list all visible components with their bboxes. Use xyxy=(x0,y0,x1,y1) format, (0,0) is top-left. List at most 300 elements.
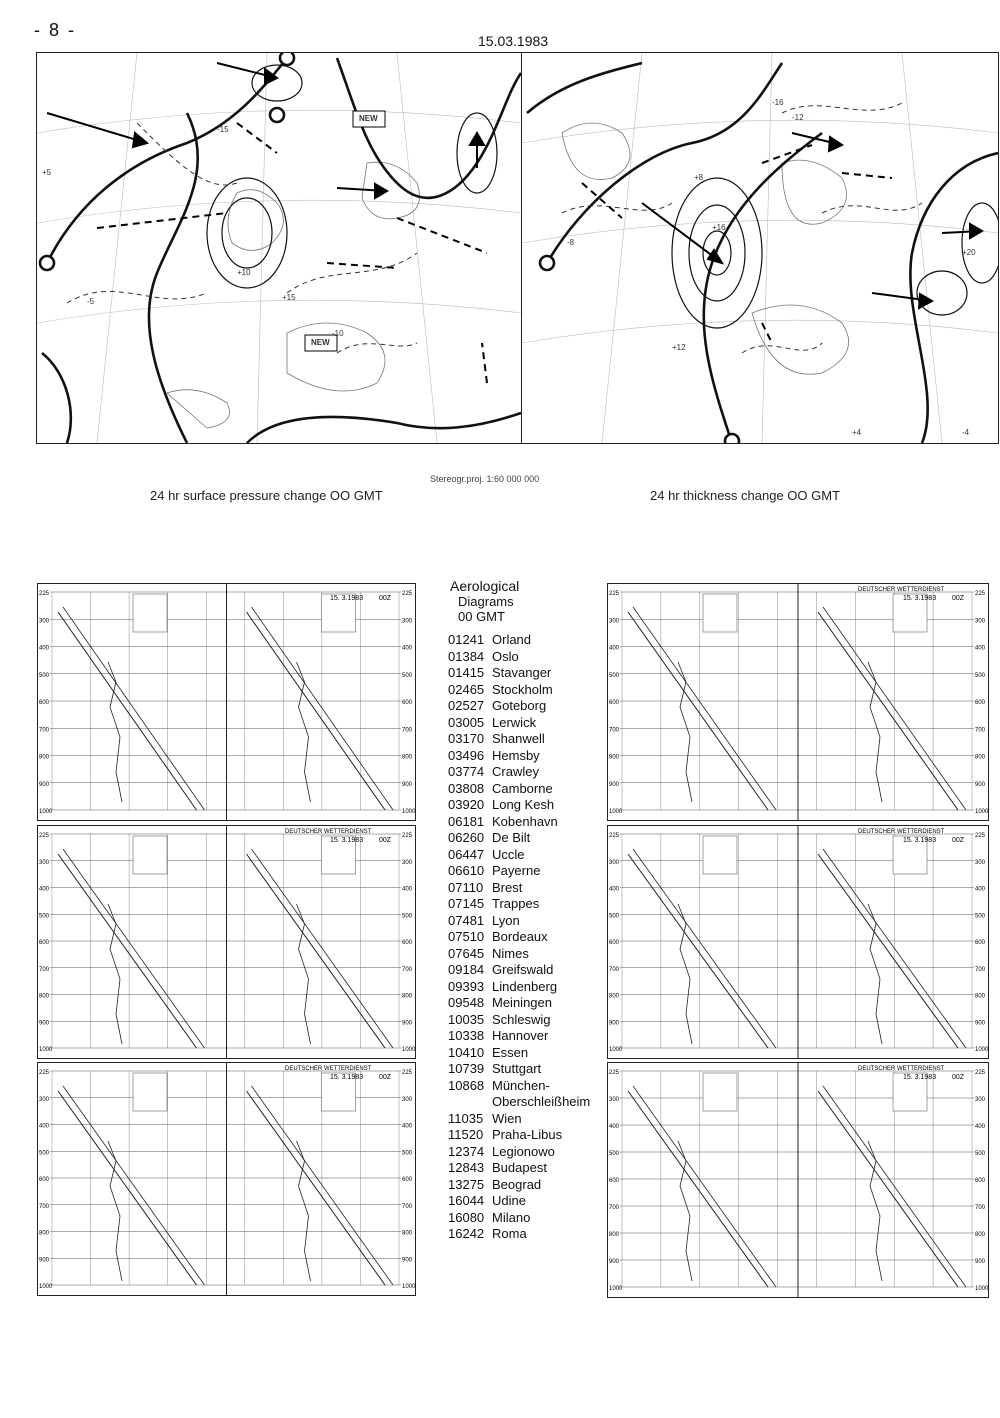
station-code: 10868 xyxy=(448,1077,485,1093)
station-code: 06260 xyxy=(448,830,485,845)
station-row xyxy=(448,1127,598,1144)
reference-adiabat xyxy=(63,1086,205,1285)
station-code: 02465 xyxy=(448,681,485,697)
station-name: Hemsby xyxy=(492,747,540,763)
pressure-tick: 500 xyxy=(39,672,50,679)
station-name: Goteborg xyxy=(492,698,547,713)
dewpoint-profile xyxy=(297,1141,311,1281)
pressure-tick: 600 xyxy=(975,1178,986,1184)
left-map-caption: 24 hr surface pressure change OO GMT xyxy=(150,488,383,503)
pressure-tick: 500 xyxy=(975,913,986,920)
pressure-tick: 1000 xyxy=(39,1284,53,1290)
pressure-tick: 1000 xyxy=(975,809,988,815)
diagram-header: DEUTSCHER WETTERDIENST xyxy=(285,829,372,835)
pressure-tick: 600 xyxy=(975,700,986,706)
label-plus16: +16 xyxy=(712,223,726,232)
pressure-tick: 700 xyxy=(39,966,50,973)
reference-adiabat xyxy=(633,607,776,810)
station-row xyxy=(448,979,598,996)
pressure-tick: 900 xyxy=(609,1020,620,1027)
station-row xyxy=(448,1144,598,1161)
station-code: 01241 xyxy=(448,632,485,647)
station-name: Meiningen xyxy=(492,995,552,1010)
station-name: Greifswald xyxy=(492,962,554,977)
pressure-tick: 900 xyxy=(39,781,50,788)
station-name: Stockholm xyxy=(492,681,553,697)
pressure-tick: 400 xyxy=(975,886,986,893)
pressure-change-map xyxy=(36,52,522,444)
pressure-tick: 700 xyxy=(39,727,50,734)
diagram-stamp-date: 15. 3.1983 xyxy=(330,837,364,844)
station-code: 12374 xyxy=(448,1143,485,1159)
station-row xyxy=(448,962,598,979)
diagram-stamp-time: 00Z xyxy=(379,1074,392,1081)
pressure-tick: 500 xyxy=(609,1151,620,1157)
label-minus8: -8 xyxy=(567,238,575,247)
temperature-profile xyxy=(628,612,768,810)
dewpoint-profile xyxy=(868,662,882,802)
diagram-stamp-date: 15. 3.1983 xyxy=(903,1074,937,1081)
temperature-profile xyxy=(247,854,386,1048)
diagram-header: DEUTSCHER WETTERDIENST xyxy=(858,587,945,593)
pressure-tick: 400 xyxy=(39,886,50,893)
pressure-tick: 1000 xyxy=(975,1047,988,1053)
pressure-tick: 500 xyxy=(609,913,620,920)
station-name: Nimes xyxy=(492,945,529,961)
pressure-tick: 700 xyxy=(975,727,986,734)
legend-title: Aerological xyxy=(450,578,520,594)
diagram-stamp-time: 00Z xyxy=(379,595,392,602)
station-name: Milano xyxy=(492,1209,531,1225)
temperature-profile xyxy=(247,1091,386,1285)
station-code xyxy=(448,1094,492,1111)
aerological-diagram-3 xyxy=(37,1062,416,1296)
station-name: Essen xyxy=(492,1044,529,1060)
pressure-tick: 500 xyxy=(39,913,50,920)
new-box-2: NEW xyxy=(311,338,330,347)
station-name: Lindenberg xyxy=(492,978,558,994)
pressure-tick: 1000 xyxy=(975,1286,988,1292)
pressure-tick: 225 xyxy=(609,833,620,839)
diagram-header: DEUTSCHER WETTERDIENST xyxy=(858,829,945,835)
station-row xyxy=(448,1193,598,1210)
diagram-stamp-time: 00Z xyxy=(952,837,965,844)
station-code: 11035 xyxy=(448,1110,484,1126)
pressure-tick: 500 xyxy=(402,1150,413,1157)
pressure-tick: 800 xyxy=(609,993,620,1000)
right-map-caption: 24 hr thickness change OO GMT xyxy=(650,488,841,503)
pressure-tick: 300 xyxy=(39,859,50,866)
station-code: 01415 xyxy=(448,665,485,680)
station-row xyxy=(448,715,598,732)
diagram-graphic xyxy=(38,1063,415,1295)
pressure-tick: 1000 xyxy=(609,809,623,815)
chart-date: 15.03.1983 xyxy=(478,33,549,49)
pressure-tick: 800 xyxy=(39,754,50,761)
station-row xyxy=(448,1226,598,1243)
station-code: 16242 xyxy=(448,1226,485,1241)
temperature-profile xyxy=(628,854,768,1048)
pressure-tick: 900 xyxy=(39,1020,50,1027)
pressure-tick: 900 xyxy=(975,1020,986,1027)
pressure-tick: 400 xyxy=(975,1124,986,1130)
reference-adiabat xyxy=(252,1086,394,1285)
station-name: Lyon xyxy=(492,912,520,928)
reference-adiabat xyxy=(63,607,205,810)
pressure-tick: 225 xyxy=(975,591,986,597)
station-row xyxy=(448,698,598,715)
station-code: 07645 xyxy=(448,945,485,961)
station-row xyxy=(448,1177,598,1194)
pressure-tick: 225 xyxy=(402,833,413,839)
temperature-profile xyxy=(247,612,386,810)
dewpoint-profile xyxy=(108,904,122,1044)
station-code: 03920 xyxy=(448,797,485,812)
pressure-tick: 600 xyxy=(609,940,620,946)
station-row xyxy=(448,1028,598,1045)
label-minus10: -10 xyxy=(332,329,344,338)
dewpoint-profile xyxy=(108,1141,122,1281)
diagram-stamp-date: 15. 3.1983 xyxy=(330,595,364,602)
pressure-tick: 600 xyxy=(402,1177,413,1183)
station-name: Bordeaux xyxy=(492,929,548,944)
station-name: Roma xyxy=(492,1226,527,1241)
station-code: 03005 xyxy=(448,714,485,730)
station-name: Brest xyxy=(492,879,523,895)
station-code: 07481 xyxy=(448,912,485,928)
diagram-graphic xyxy=(608,1063,988,1297)
reference-adiabat xyxy=(633,849,776,1048)
diagram-header: DEUTSCHER WETTERDIENST xyxy=(285,1066,372,1072)
station-name: Wien xyxy=(492,1110,522,1126)
pressure-tick: 700 xyxy=(39,1203,50,1210)
page-number: - 8 - xyxy=(34,20,77,40)
pressure-tick: 600 xyxy=(402,940,413,946)
dewpoint-profile xyxy=(297,662,311,802)
pressure-tick: 300 xyxy=(39,1096,50,1103)
station-code: 10338 xyxy=(448,1028,485,1043)
station-row xyxy=(448,814,598,831)
station-row xyxy=(448,946,598,963)
pressure-tick: 800 xyxy=(402,1230,413,1237)
station-row xyxy=(448,764,598,781)
pressure-tick: 225 xyxy=(39,833,50,839)
label-plus15: +15 xyxy=(282,293,296,302)
pressure-tick: 700 xyxy=(402,1203,413,1210)
pressure-tick: 700 xyxy=(975,966,986,973)
station-row xyxy=(448,1210,598,1227)
temperature-profile xyxy=(818,854,958,1048)
diagram-stamp-date: 15. 3.1983 xyxy=(903,595,937,602)
station-legend xyxy=(448,578,598,1243)
station-row xyxy=(448,995,598,1012)
pressure-tick: 1000 xyxy=(609,1286,623,1292)
pressure-tick: 400 xyxy=(609,1124,620,1130)
pressure-tick: 800 xyxy=(39,1230,50,1237)
station-name: Oslo xyxy=(492,648,519,664)
pressure-tick: 700 xyxy=(609,727,620,734)
pressure-tick: 900 xyxy=(402,1020,413,1027)
pressure-tick: 300 xyxy=(402,1096,413,1103)
pressure-tick: 900 xyxy=(39,1257,50,1264)
station-name: Hannover xyxy=(492,1028,549,1043)
station-row xyxy=(448,649,598,666)
pressure-tick: 300 xyxy=(609,1097,620,1103)
label-plus5: +5 xyxy=(42,168,52,177)
station-code: 10035 xyxy=(448,1011,485,1027)
pressure-tick: 225 xyxy=(402,591,413,597)
label-minus4: -4 xyxy=(962,428,970,437)
diagram-graphic xyxy=(608,584,988,820)
dewpoint-profile xyxy=(678,904,692,1044)
thickness-change-map-graphic xyxy=(522,53,998,443)
station-name: Praha-Libus xyxy=(492,1127,563,1142)
pressure-tick: 600 xyxy=(39,1177,50,1183)
pressure-tick: 1000 xyxy=(402,809,415,815)
label-plus20: +20 xyxy=(962,248,976,257)
pressure-tick: 800 xyxy=(975,1232,986,1238)
reference-adiabat xyxy=(63,849,205,1048)
diagram-stamp-date: 15. 3.1983 xyxy=(903,837,937,844)
pressure-tick: 500 xyxy=(402,672,413,679)
station-code: 03496 xyxy=(448,747,485,763)
station-row xyxy=(448,913,598,930)
dewpoint-profile xyxy=(297,904,311,1044)
station-row xyxy=(448,863,598,880)
reference-adiabat xyxy=(252,849,394,1048)
pressure-tick: 225 xyxy=(975,833,986,839)
pressure-tick: 225 xyxy=(975,1070,986,1076)
pressure-tick: 900 xyxy=(402,1257,413,1264)
station-row xyxy=(448,781,598,798)
diagram-stamp-time: 00Z xyxy=(952,595,965,602)
pressure-tick: 700 xyxy=(975,1205,986,1211)
pressure-tick: 800 xyxy=(609,754,620,761)
station-row xyxy=(448,748,598,765)
station-name: Trappes xyxy=(492,896,540,911)
diagram-graphic xyxy=(38,584,415,820)
station-code: 06610 xyxy=(448,863,485,878)
pressure-change-map-graphic xyxy=(37,53,521,443)
station-data-box xyxy=(703,836,737,874)
pressure-tick: 600 xyxy=(609,700,620,706)
station-name: Camborne xyxy=(492,780,553,796)
pressure-tick: 800 xyxy=(402,754,413,761)
station-code: 09184 xyxy=(448,962,485,977)
station-row xyxy=(448,830,598,847)
station-data-box xyxy=(133,836,167,874)
station-code: 03170 xyxy=(448,731,485,746)
pressure-tick: 300 xyxy=(402,618,413,625)
aerological-diagram-5 xyxy=(607,825,989,1059)
station-name: Schleswig xyxy=(492,1011,551,1027)
station-data-box xyxy=(703,594,737,632)
station-code: 03774 xyxy=(448,764,485,779)
pressure-tick: 500 xyxy=(402,913,413,920)
pressure-tick: 700 xyxy=(402,966,413,973)
station-list xyxy=(448,632,598,1243)
pressure-tick: 300 xyxy=(39,618,50,625)
station-code: 06181 xyxy=(448,813,485,829)
pressure-tick: 600 xyxy=(39,700,50,706)
station-row xyxy=(448,665,598,682)
label-minus12: -12 xyxy=(792,113,804,122)
station-row xyxy=(448,1094,598,1111)
dewpoint-profile xyxy=(678,662,692,802)
temperature-profile xyxy=(58,854,197,1048)
dewpoint-profile xyxy=(108,662,122,802)
pressure-tick: 500 xyxy=(975,672,986,679)
station-code: 13275 xyxy=(448,1176,485,1192)
station-code: 07145 xyxy=(448,896,485,911)
temperature-profile xyxy=(58,1091,197,1285)
legend-time: 00 GMT xyxy=(458,609,505,624)
station-name: Stuttgart xyxy=(492,1061,542,1076)
pressure-tick: 400 xyxy=(402,886,413,893)
station-code: 02527 xyxy=(448,698,485,713)
pressure-tick: 700 xyxy=(402,727,413,734)
station-row xyxy=(448,1012,598,1029)
station-code: 16080 xyxy=(448,1209,485,1225)
pressure-tick: 1000 xyxy=(39,809,53,815)
pressure-tick: 500 xyxy=(39,1150,50,1157)
pressure-tick: 300 xyxy=(609,859,620,866)
station-row xyxy=(448,847,598,864)
pressure-tick: 800 xyxy=(402,993,413,1000)
pressure-tick: 400 xyxy=(39,645,50,652)
station-code: 16044 xyxy=(448,1193,485,1208)
label-plus12: +12 xyxy=(672,343,686,352)
station-name: Stavanger xyxy=(492,665,552,680)
station-row xyxy=(448,731,598,748)
pressure-tick: 800 xyxy=(609,1232,620,1238)
station-row xyxy=(448,632,598,649)
station-code: 06447 xyxy=(448,846,485,862)
thickness-change-map xyxy=(521,52,999,444)
pressure-tick: 500 xyxy=(609,672,620,679)
diagram-stamp-time: 00Z xyxy=(952,1074,965,1081)
pressure-tick: 400 xyxy=(975,645,986,652)
station-row xyxy=(448,1111,598,1128)
temperature-profile xyxy=(58,612,197,810)
station-row xyxy=(448,929,598,946)
station-row xyxy=(448,682,598,699)
label-minus16: -16 xyxy=(772,98,784,107)
reference-adiabat xyxy=(252,607,394,810)
pressure-tick: 1000 xyxy=(402,1047,415,1053)
pressure-tick: 225 xyxy=(609,1070,620,1076)
station-row xyxy=(448,1078,598,1095)
station-name: Budapest xyxy=(492,1160,547,1175)
station-name: Orland xyxy=(492,632,532,647)
pressure-tick: 225 xyxy=(609,591,620,597)
new-box-1: NEW xyxy=(359,114,378,123)
pressure-tick: 800 xyxy=(39,993,50,1000)
pressure-tick: 300 xyxy=(609,618,620,625)
reference-adiabat xyxy=(823,607,966,810)
pressure-tick: 900 xyxy=(609,781,620,788)
reference-adiabat xyxy=(823,849,966,1048)
pressure-tick: 800 xyxy=(975,993,986,1000)
station-data-box xyxy=(133,594,167,632)
station-name: München- xyxy=(492,1077,550,1093)
diagram-graphic xyxy=(608,826,988,1058)
diagram-header: DEUTSCHER WETTERDIENST xyxy=(858,1066,945,1072)
station-data-box xyxy=(133,1073,167,1111)
diagram-stamp-date: 15. 3.1983 xyxy=(330,1074,364,1081)
station-name: Oberschleißheim xyxy=(492,1094,591,1109)
pressure-tick: 300 xyxy=(975,1097,986,1103)
station-code: 11520 xyxy=(448,1127,484,1142)
station-name: Legionowo xyxy=(492,1143,555,1159)
station-name: Kobenhavn xyxy=(492,813,558,829)
pressure-tick: 300 xyxy=(975,859,986,866)
pressure-tick: 300 xyxy=(975,618,986,625)
pressure-tick: 600 xyxy=(609,1178,620,1184)
station-name: Long Kesh xyxy=(492,797,555,812)
diagram-stamp-time: 00Z xyxy=(379,837,392,844)
temperature-profile xyxy=(818,1091,958,1287)
pressure-tick: 900 xyxy=(609,1259,620,1265)
label-plus8: +8 xyxy=(694,173,704,182)
pressure-tick: 400 xyxy=(402,1123,413,1130)
station-name: Shanwell xyxy=(492,731,545,746)
station-name: Uccle xyxy=(492,846,525,862)
station-code: 10410 xyxy=(448,1044,485,1060)
pressure-tick: 1000 xyxy=(609,1047,623,1053)
pressure-tick: 225 xyxy=(39,1070,50,1076)
aerological-diagram-1 xyxy=(37,583,416,821)
reference-adiabat xyxy=(823,1086,966,1287)
station-row xyxy=(448,880,598,897)
pressure-tick: 400 xyxy=(609,886,620,893)
aerological-diagram-4 xyxy=(607,583,989,821)
station-name: Beograd xyxy=(492,1176,542,1192)
station-data-box xyxy=(703,1073,737,1111)
pressure-tick: 600 xyxy=(39,940,50,946)
label-plus4: +4 xyxy=(852,428,862,437)
legend-subtitle: Diagrams xyxy=(458,594,514,609)
pressure-tick: 400 xyxy=(402,645,413,652)
pressure-tick: 400 xyxy=(609,645,620,652)
reference-adiabat xyxy=(633,1086,776,1287)
pressure-tick: 1000 xyxy=(402,1284,415,1290)
station-code: 07510 xyxy=(448,929,485,944)
station-row xyxy=(448,797,598,814)
station-code: 03808 xyxy=(448,780,485,796)
station-name: Payerne xyxy=(492,863,541,878)
temperature-profile xyxy=(818,612,958,810)
label-plus10: +10 xyxy=(237,268,251,277)
pressure-tick: 225 xyxy=(39,591,50,597)
label-minus15: -15 xyxy=(217,125,229,134)
label-minus5: -5 xyxy=(87,297,95,306)
pressure-tick: 700 xyxy=(609,966,620,973)
pressure-tick: 900 xyxy=(975,1259,986,1265)
station-row xyxy=(448,1045,598,1062)
pressure-tick: 225 xyxy=(402,1070,413,1076)
temperature-profile xyxy=(628,1091,768,1287)
pressure-tick: 900 xyxy=(402,781,413,788)
aerological-diagram-2 xyxy=(37,825,416,1059)
station-name: Udine xyxy=(492,1193,526,1208)
station-name: Crawley xyxy=(492,764,539,779)
station-code: 10739 xyxy=(448,1061,485,1076)
pressure-tick: 300 xyxy=(402,859,413,866)
pressure-tick: 600 xyxy=(975,940,986,946)
pressure-tick: 400 xyxy=(39,1123,50,1130)
pressure-tick: 600 xyxy=(402,700,413,706)
